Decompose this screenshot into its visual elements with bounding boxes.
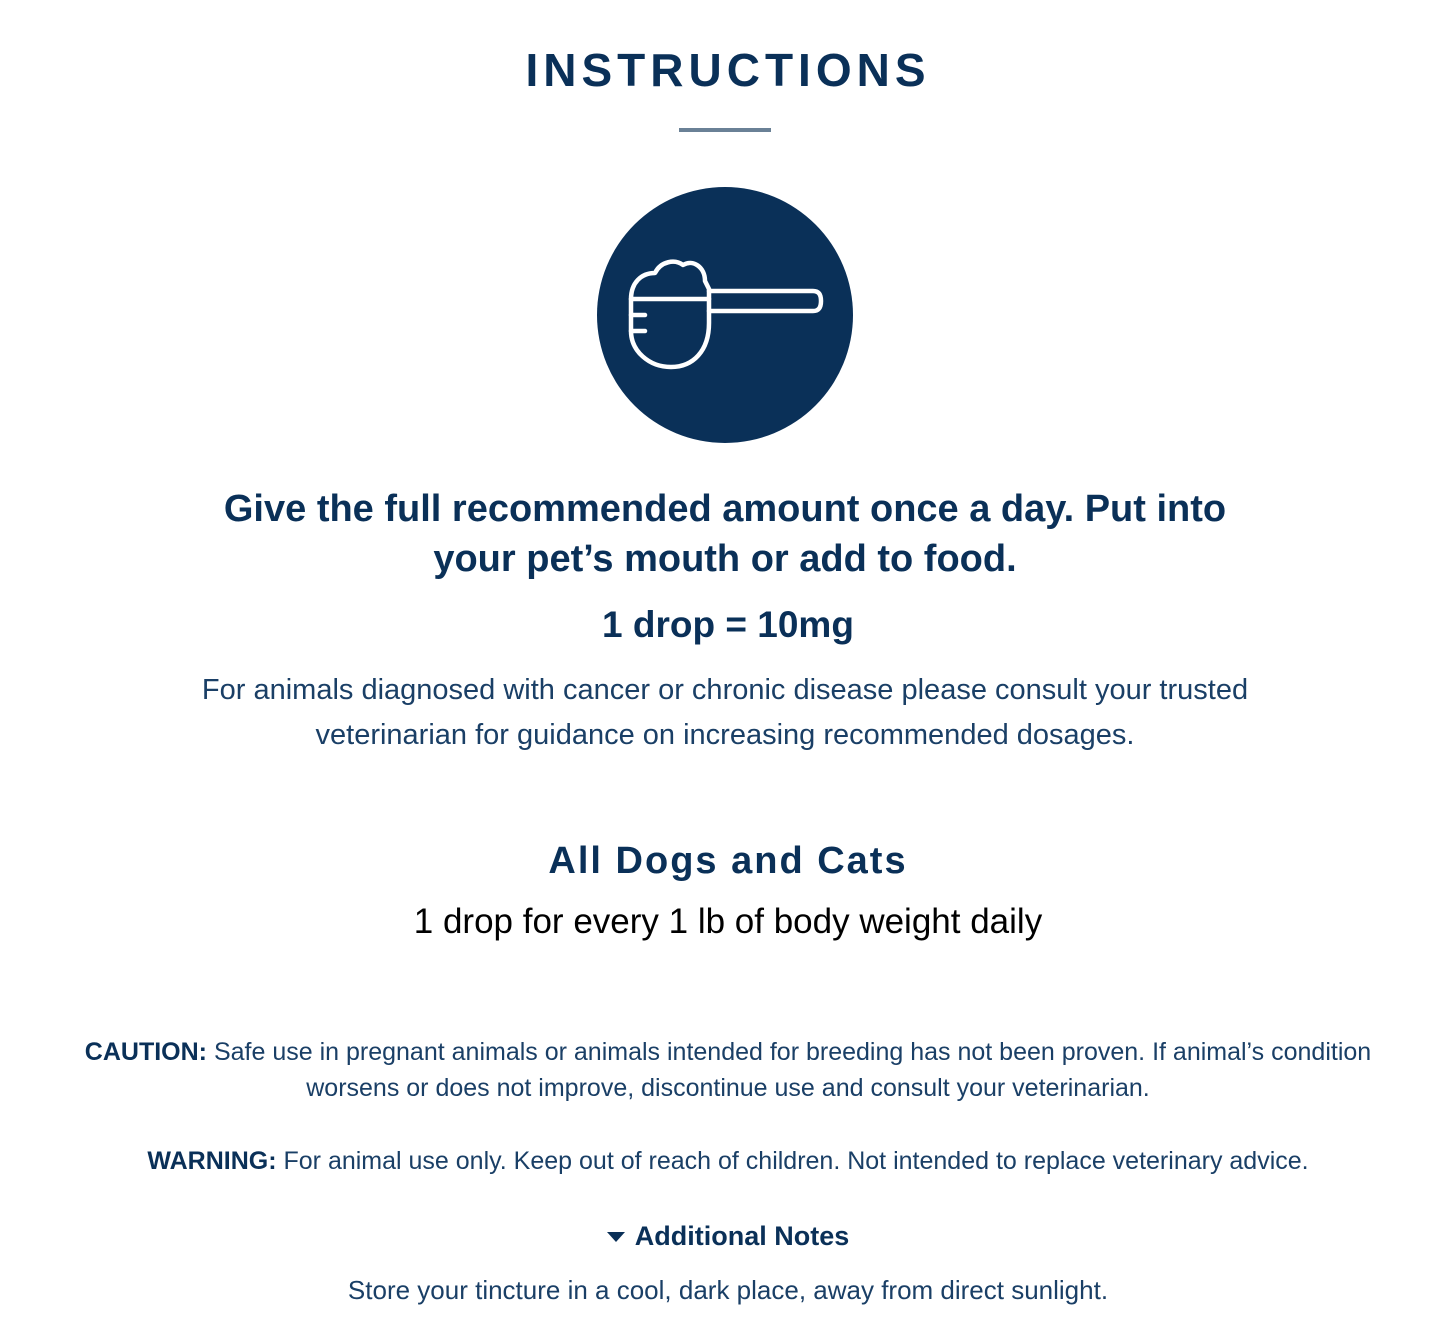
warning-text: For animal use only. Keep out of reach of children. Not intended to replace veterinary advice. <box>276 1147 1309 1175</box>
warning-label: WARNING: <box>147 1147 277 1175</box>
caution-label: CAUTION: <box>84 1038 208 1066</box>
additional-notes-toggle[interactable] <box>600 1216 856 1256</box>
dosage-heading: All Dogs and Cats <box>548 840 908 882</box>
dosage-text: 1 drop for every 1 lb of body weight daily <box>413 902 1043 941</box>
title-divider <box>679 128 771 132</box>
scoop-icon <box>597 187 853 443</box>
lead-instruction: Give the full recommended amount once a day. Put into your pet’s mouth or add to food. <box>223 488 1227 580</box>
dose-equivalence: 1 drop = 10mg <box>602 604 854 645</box>
additional-notes-label: Additional Notes <box>634 1221 850 1251</box>
warning-notice <box>0 1143 1456 1179</box>
additional-notes-body: Store your tincture in a cool, dark place, away from direct sunlight. <box>347 1275 1109 1305</box>
consult-note: For animals diagnosed with cancer or chronic disease please consult your trusted veterinarian for guidance on increasing recommended dosages. <box>201 674 1249 751</box>
caret-down-icon <box>607 1232 625 1242</box>
caution-text: Safe use in pregnant animals or animals intended for breeding has not been proven. If animal’s condition worsens or does not improve, discontinue use and consult your veterinarian. <box>207 1038 1372 1102</box>
section-title: INSTRUCTIONS <box>525 44 931 96</box>
caution-notice <box>60 1034 1396 1106</box>
